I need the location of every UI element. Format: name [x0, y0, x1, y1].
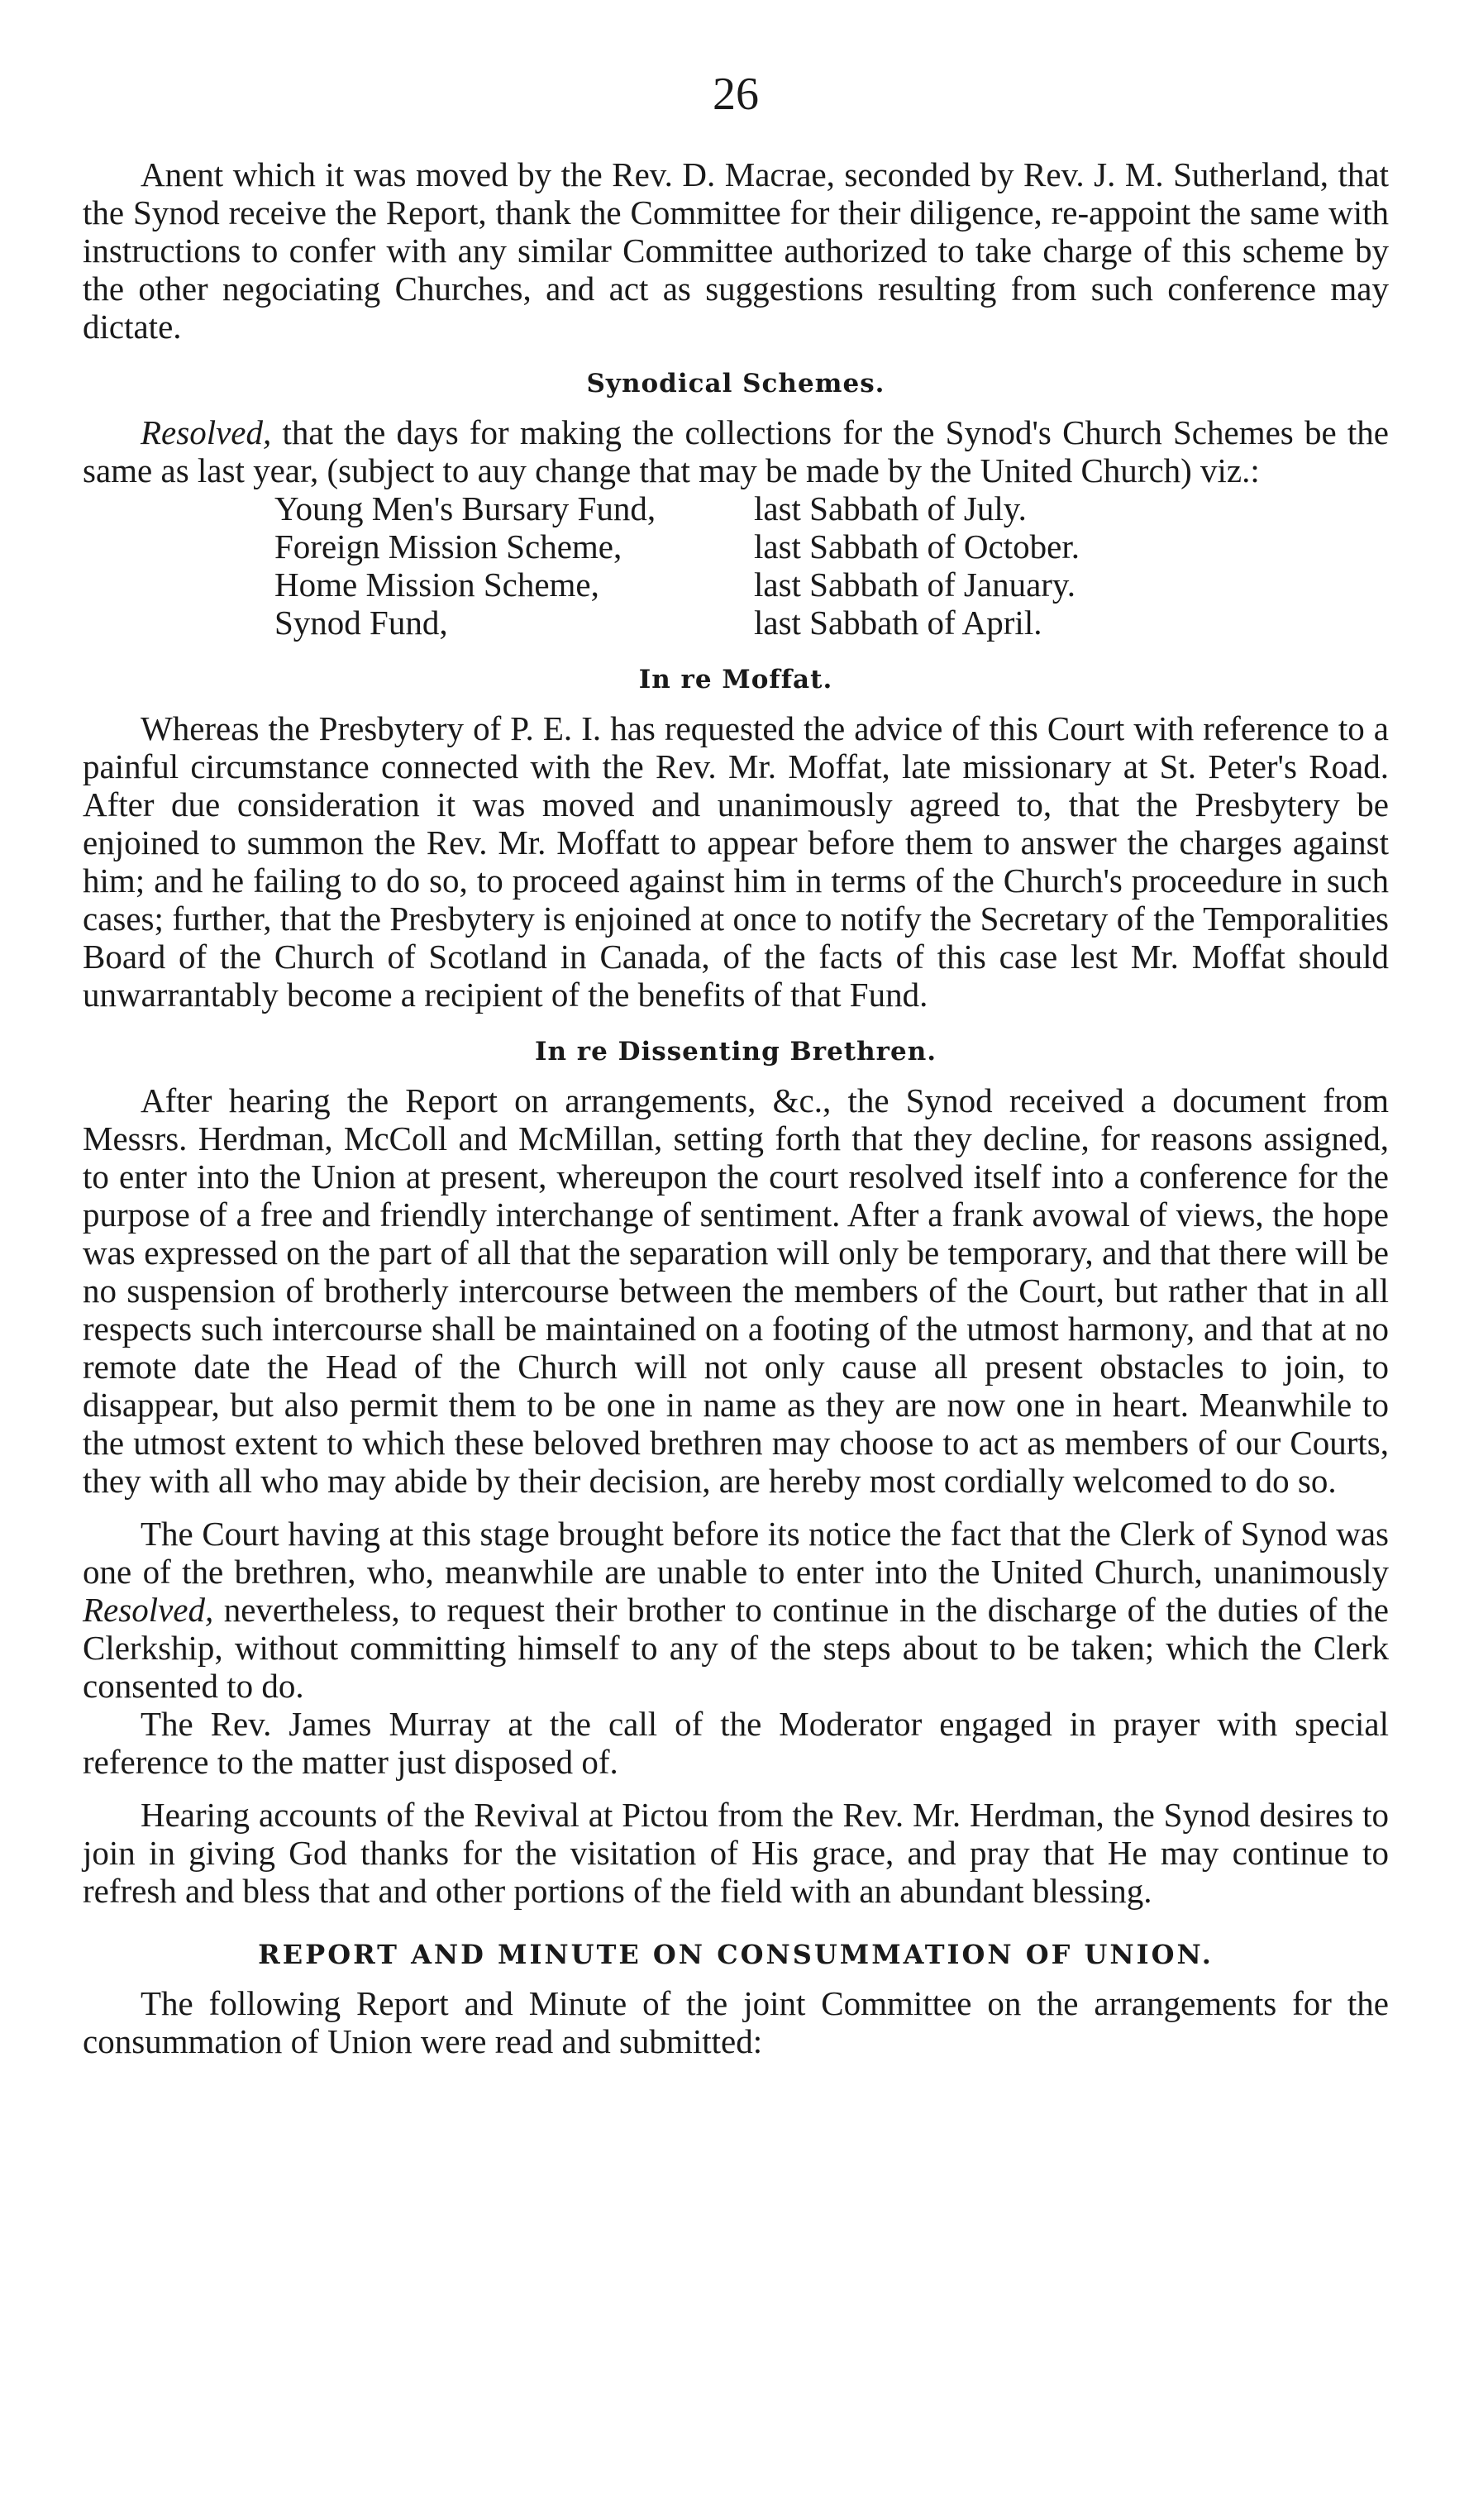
dissenting-paragraph-2 [83, 1515, 1389, 1705]
revival-paragraph: Hearing accounts of the Revival at Pictou from the Rev. Mr. Herdman, the Synod desires to join in giving God thanks for the visitation of His grace, and pray that He may continue to refresh and bless that and other portions of the field with an abundant blessing. [83, 1796, 1389, 1910]
page-number: 26 [713, 69, 759, 120]
schedule-day: last Sabbath of October. [754, 527, 1080, 566]
schedule-fund: Home Mission Scheme, [274, 566, 599, 604]
intro-paragraph: Anent which it was moved by the Rev. D. Macrae, seconded by Rev. J. M. Sutherland, that the Synod receive the Report, thank the Committee for their diligence, re-appoint the same with instructions to confer with any similar Committee authorized to take charge of this scheme by the other negociating Churches, and act as suggestions resulting from such conference may dictate. [83, 155, 1389, 346]
collection-schedule [274, 489, 1266, 642]
moffat-paragraph: Whereas the Presbytery of P. E. I. has requested the advice of this Court with reference to a painful circumstance connected with the Rev. Mr. Moffat, late missionary at St. Peter's Road. After due consideration it was moved and unanimously agreed to, that the Presbytery be enjoined to summon the Rev. Mr. Moffatt to appear before them to answer the charges against him; and he failing to do so, to proceed against him in terms of the Church's proceedure in such cases; further, that the Presbytery is enjoined at once to notify the Secretary of the Temporalities Board of the Church of Scotland in Canada, of the facts of this case lest Mr. Moffat should unwarrantably become a recipient of the benefits of that Fund. [83, 709, 1389, 1014]
schedule-day: last Sabbath of July. [754, 489, 1027, 527]
synodical-schemes-text: that the days for making the collections for the Synod's Church Schemes be the same as last year, (subject to auy change that may be made by the United Church) viz.: [83, 413, 1389, 489]
synodical-schemes-heading: Synodical Schemes. [586, 369, 885, 399]
clerk-text-after: nevertheless, to request their brother to continue in the discharge of the duties of the Clerkship, without committing himself to any of the steps about to be taken; which the Clerk consented to do. [83, 1591, 1389, 1705]
prayer-paragraph: The Rev. James Murray at the call of the Moderator engaged in prayer with special reference to the matter just disposed of. [83, 1705, 1389, 1781]
schedule-row [274, 566, 1266, 604]
consummation-paragraph: The following Report and Minute of the joint Committee on the arrangements for the consummation of Union were read and submitted: [83, 1984, 1389, 2060]
resolved-word: Resolved, [83, 1591, 214, 1629]
schedule-day: last Sabbath of April. [754, 604, 1042, 642]
schedule-row [274, 489, 1266, 527]
consummation-heading: REPORT AND MINUTE ON CONSUMMATION OF UNION. [258, 1939, 1214, 1970]
resolved-word: Resolved, [141, 413, 272, 451]
dissenting-brethren-heading: In re Dissenting Brethren. [534, 1037, 937, 1067]
schedule-row [274, 527, 1266, 566]
clerk-text-before: The Court having at this stage brought before its notice the fact that the Clerk of Synod was one of the brethren, who, meanwhile are unable to enter into the United Church, unanimously [83, 1515, 1389, 1591]
schedule-day: last Sabbath of January. [754, 566, 1076, 604]
moffat-heading: In re Moffat. [638, 665, 833, 694]
dissenting-paragraph-1: After hearing the Report on arrangements, &c., the Synod received a document from Messrs. Herdman, McColl and McMillan, setting forth that they decline, for reasons assigned, to enter into the Union at present, whereupon the court resolved itself into a conference for the purpose of a free and friendly interchange of sentiment. After a frank avowal of views, the hope was expressed on the part of all that the separation will only be temporary, and that there will be no suspension of brotherly intercourse between the members of the Court, but rather that in all respects such intercourse shall be maintained on a footing of the utmost harmony, and that at no remote date the Head of the Church will not only cause all present obstacles to join, to disappear, but also permit them to be one in name as they are now one in heart. Meanwhile to the utmost extent to which these beloved brethren may choose to act as members of our Courts, they with all who may abide by their decision, are hereby most cordially welcomed to do so. [83, 1081, 1389, 1500]
schedule-row [274, 604, 1266, 642]
document-page [83, 69, 1389, 2060]
schedule-fund: Synod Fund, [274, 604, 448, 642]
schedule-fund: Foreign Mission Scheme, [274, 527, 622, 566]
synodical-schemes-paragraph [83, 413, 1389, 489]
schedule-fund: Young Men's Bursary Fund, [274, 489, 656, 527]
